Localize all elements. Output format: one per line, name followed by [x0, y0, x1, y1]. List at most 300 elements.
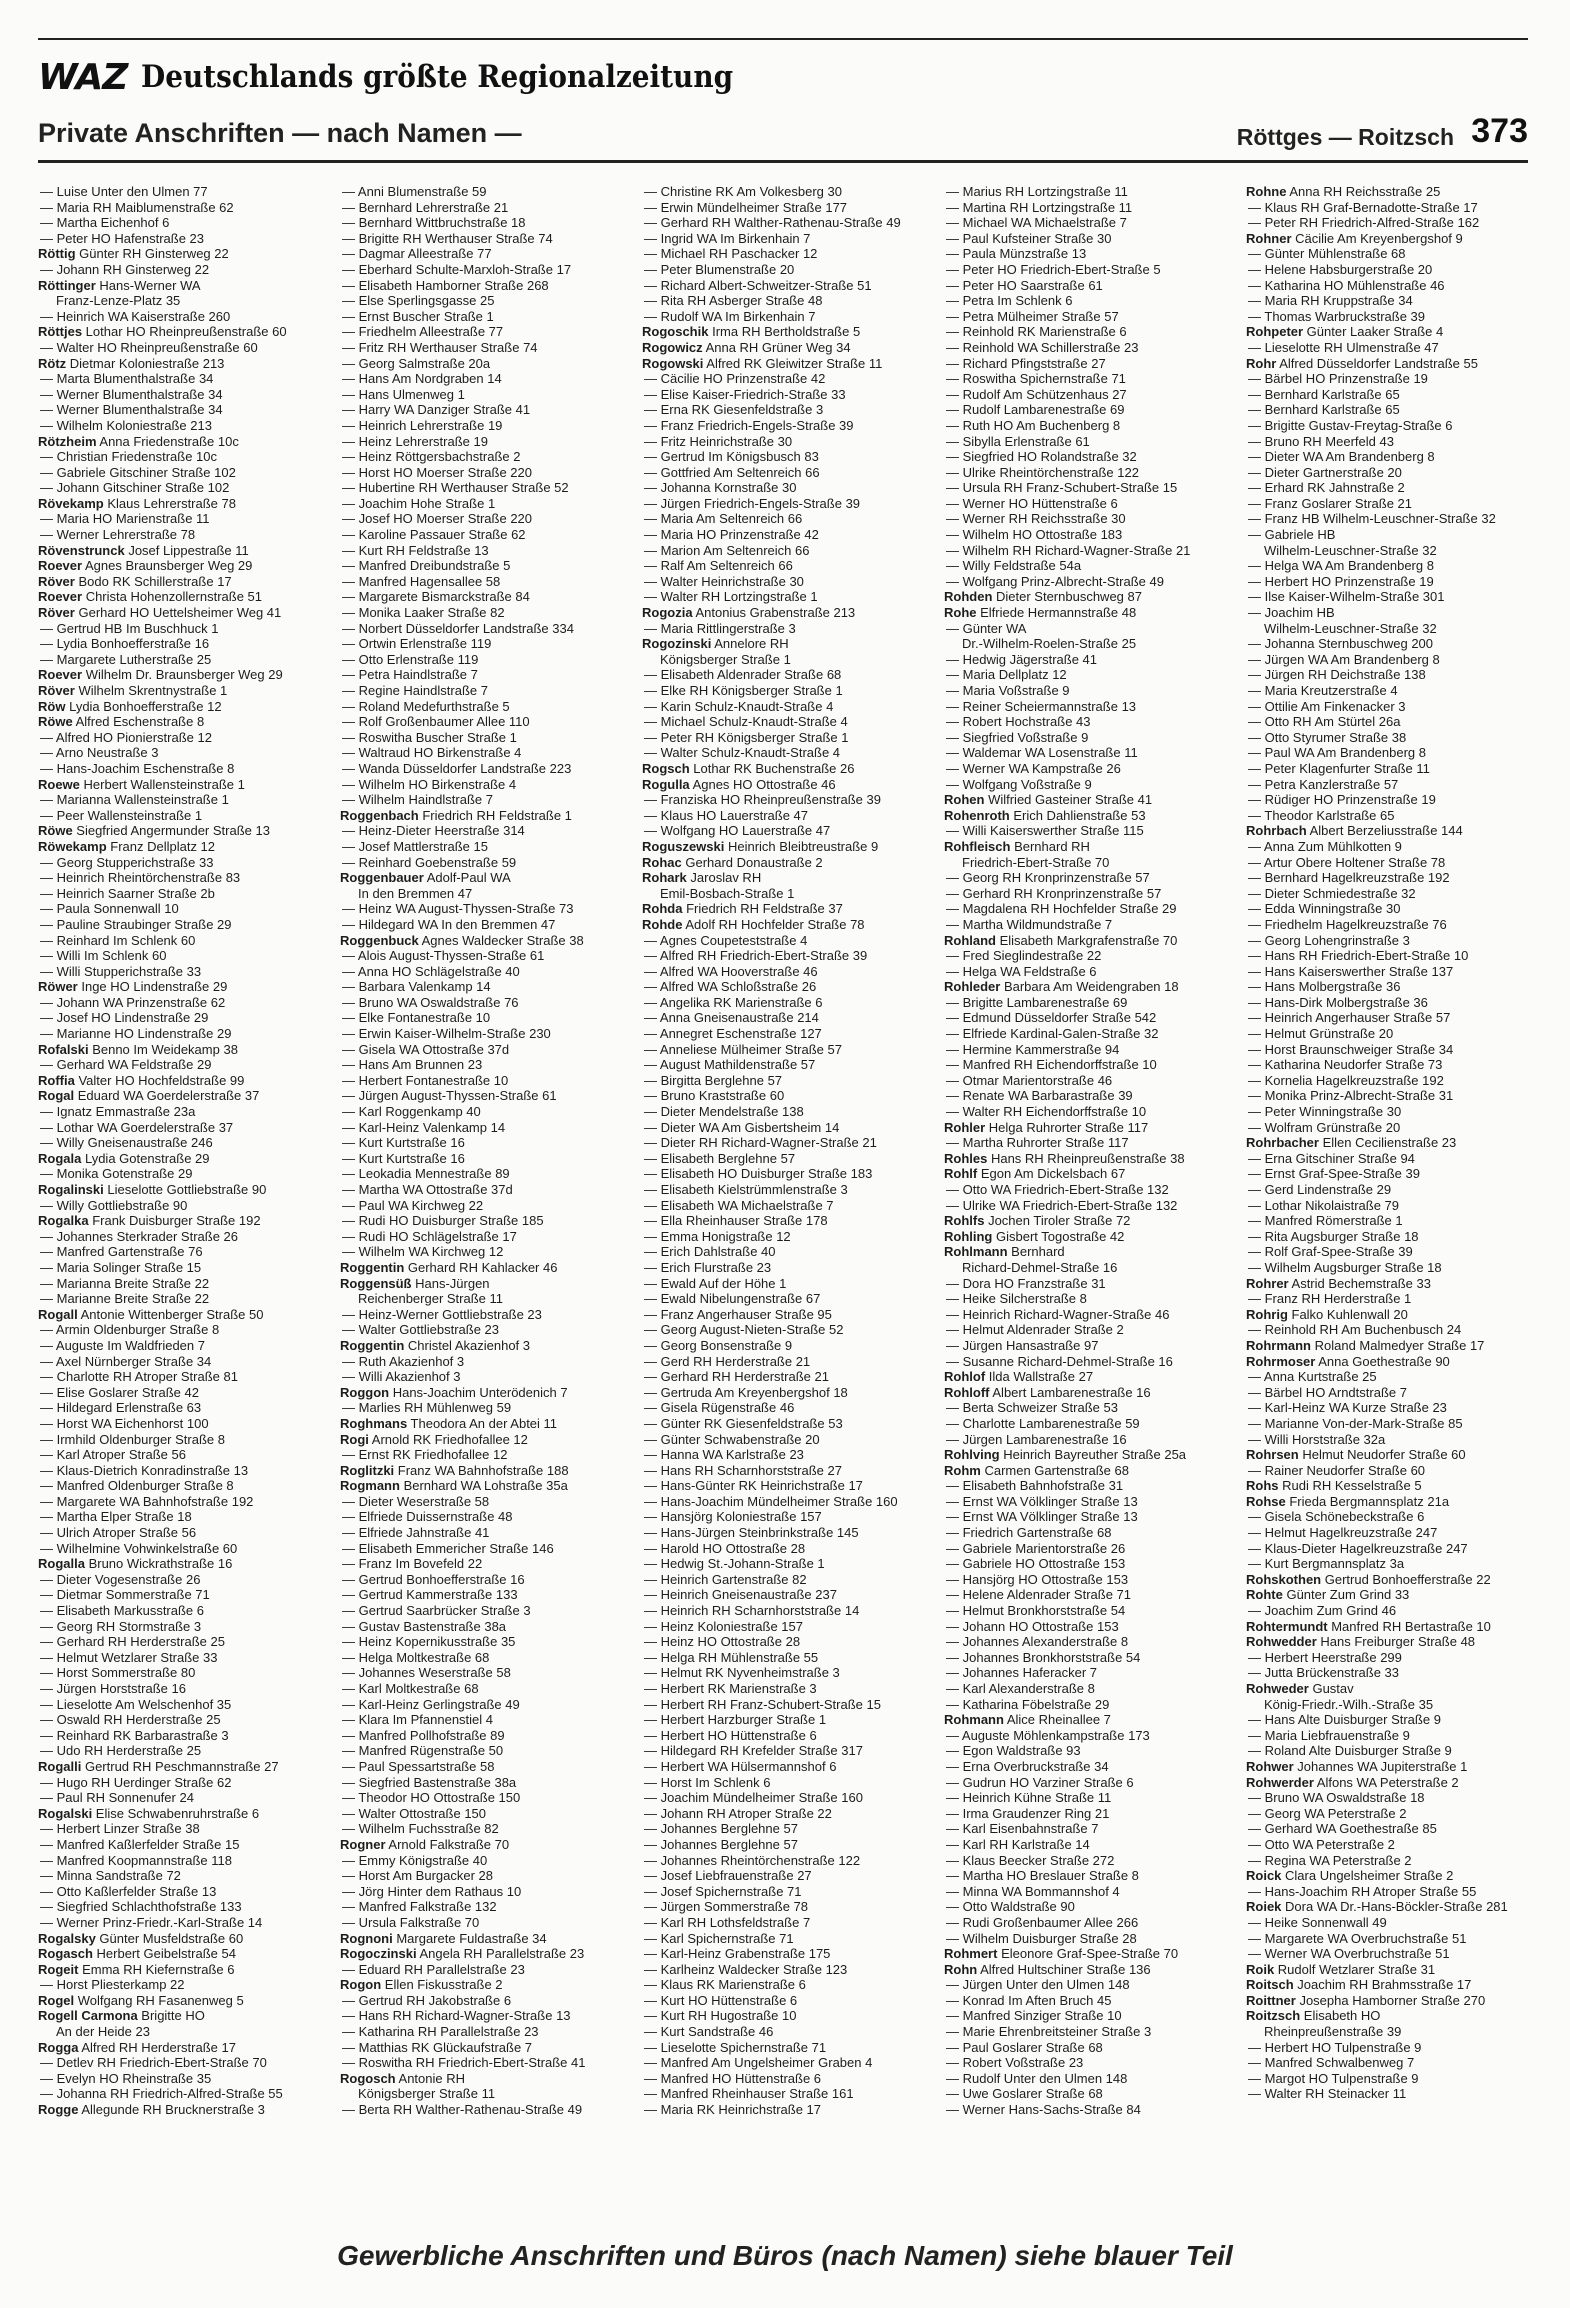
- directory-entry: — Elke RH Königsberger Straße 1: [644, 683, 843, 698]
- directory-entry: Rohwedder Hans Freiburger Straße 48: [1246, 1634, 1476, 1650]
- directory-entry: — Katharina HO Mühlenstraße 46: [1248, 277, 1445, 293]
- directory-entry: — August Mathildenstraße 57: [644, 1057, 816, 1073]
- entry-surname: Röwe: [38, 823, 73, 839]
- directory-entry: — Lothar Nikolaistraße 79: [1248, 1197, 1400, 1213]
- directory-entry: — Siegfried HO Rolandstraße 32: [946, 449, 1137, 465]
- directory-entry: — Joachim Zum Grind 46: [1248, 1603, 1397, 1619]
- directory-entry: Rohlving Heinrich Bayreuther Straße 25a: [944, 1447, 1187, 1463]
- directory-entry: — Willy Gneisenaustraße 246: [40, 1135, 213, 1151]
- directory-entry: — Marie Ehrenbreitsteiner Straße 3: [946, 2024, 1152, 2040]
- directory-entry: — Heike Sonnenwall 49: [1248, 1914, 1387, 1930]
- directory-entry: — Jürgen Sommerstraße 78: [644, 1899, 809, 1915]
- directory-entry: — Roland Alte Duisburger Straße 9: [1248, 1743, 1452, 1759]
- entry-surname: Rohrsen: [1246, 1447, 1299, 1463]
- entry-surname: Rohland: [944, 932, 996, 948]
- directory-entry: — Kurt RH Hugostraße 10: [644, 2008, 797, 2024]
- directory-entry: Röver Wilhelm Skrentnystraße 1: [38, 683, 228, 698]
- directory-entry: — Bärbel HO Prinzenstraße 19: [1248, 371, 1428, 387]
- entry-surname: Rohmann: [944, 1712, 1004, 1728]
- directory-entry: Rohrmoser Anna Goethestraße 90: [1246, 1353, 1450, 1369]
- directory-entry: — Heinrich Richard-Wagner-Straße 46: [946, 1306, 1170, 1322]
- directory-entry: — Elfriede Kardinal-Galen-Straße 32: [946, 1026, 1159, 1042]
- header-rule: [38, 160, 1528, 163]
- directory-entry: — Petra Kanzlerstraße 57: [1248, 776, 1399, 792]
- entry-surname: Rohloff: [944, 1384, 990, 1400]
- directory-entry: — Manfred Koopmannstraße 118: [40, 1852, 232, 1868]
- directory-entry: Rognoni Margarete Fuldastraße 34: [340, 1930, 547, 1946]
- directory-entry: — Gabriele HB: [1248, 527, 1336, 543]
- directory-entry: Roick Clara Ungelsheimer Straße 2: [1246, 1868, 1454, 1884]
- directory-entry: — Ernst Buscher Straße 1: [342, 308, 494, 324]
- directory-column-3: [642, 184, 926, 2118]
- directory-entry: — Karoline Passauer Straße 62: [342, 527, 526, 543]
- entry-surname: Rogoczinski: [340, 1946, 417, 1962]
- directory-entry: — Horst WA Eichenhorst 100: [40, 1415, 209, 1431]
- directory-entry: — Klaus-Dieter Hagelkreuzstraße 247: [1248, 1540, 1468, 1556]
- directory-entry: — Heinz Koloniestraße 157: [644, 1618, 803, 1634]
- directory-entry: — Ulrich Atroper Straße 56: [40, 1525, 197, 1541]
- directory-entry: — Gerhard WA Feldstraße 29: [40, 1057, 212, 1073]
- directory-entry: — Herbert Fontanestraße 10: [342, 1072, 509, 1088]
- directory-entry: — Heinz-Dieter Heerstraße 314: [342, 823, 525, 839]
- directory-entry: — Agnes Coupeteststraße 4: [644, 932, 808, 948]
- directory-entry: — Kurt HO Hüttenstraße 6: [644, 1992, 798, 2008]
- directory-entry: Roggenbauer Adolf-Paul WA: [340, 870, 511, 886]
- entry-surname: Rogasch: [38, 1946, 93, 1962]
- directory-entry: — Paul WA Kirchweg 22: [342, 1197, 484, 1213]
- entry-surname: Rogalka: [38, 1213, 89, 1229]
- directory-entry: — Ewald Nibelungenstraße 67: [644, 1291, 821, 1307]
- directory-entry: — Michael RH Paschacker 12: [644, 246, 818, 262]
- directory-entry: Rohe Elfriede Hermannstraße 48: [944, 605, 1137, 621]
- directory-entry: — Heinrich RH Scharnhorststraße 14: [644, 1603, 860, 1619]
- directory-entry: — Karl Alexanderstraße 8: [946, 1681, 1095, 1696]
- directory-entry: — Harry WA Danziger Straße 41: [342, 402, 531, 418]
- directory-entry: — Johann RH Atroper Straße 22: [644, 1805, 832, 1821]
- directory-entry: Roghmans Theodora An der Abtei 11: [340, 1415, 558, 1431]
- entry-surname: Rohrbacher: [1246, 1135, 1319, 1151]
- directory-entry: — Johann Gitschiner Straße 102: [40, 480, 230, 496]
- directory-entry: — Robert Voßstraße 23: [946, 2055, 1084, 2071]
- directory-entry: — Hansjörg HO Ottostraße 153: [946, 1571, 1129, 1587]
- directory-entry: — Heike Silcherstraße 8: [946, 1291, 1087, 1307]
- directory-entry: — Elise Goslarer Straße 42: [40, 1384, 199, 1400]
- directory-entry: — Annegret Eschenstraße 127: [644, 1026, 822, 1042]
- directory-entry: — Georg RH Stormstraße 3: [40, 1618, 202, 1634]
- directory-entry: — Reiner Scheiermannstraße 13: [946, 698, 1137, 714]
- directory-entry: Roever Christa Hohenzollernstraße 51: [38, 589, 262, 605]
- directory-entry: — Heinrich Kühne Straße 11: [946, 1790, 1112, 1806]
- directory-entry: — Horst HO Moerser Straße 220: [342, 464, 532, 480]
- directory-entry: — Herbert HO Tulpenstraße 9: [1248, 2039, 1422, 2055]
- directory-entry: Rogge Allegunde RH Brucknerstraße 3: [38, 2102, 265, 2118]
- directory-entry: — Josef Liebfrauenstraße 27: [644, 1868, 812, 1884]
- directory-entry: — Georg Salmstraße 20a: [342, 355, 491, 371]
- directory-entry: — Gabriele Marientorstraße 26: [946, 1540, 1126, 1556]
- directory-entry: — Karin Schulz-Knaudt-Straße 4: [644, 698, 834, 714]
- directory-entry: — Hubertine RH Werthauser Straße 52: [342, 480, 569, 496]
- directory-entry: — Johann RH Ginsterweg 22: [40, 261, 210, 277]
- entry-surname: Rohweder: [1246, 1681, 1309, 1696]
- entry-surname: Rogmann: [340, 1478, 400, 1494]
- entry-surname: Rohda: [642, 901, 683, 917]
- entry-surname: Rogowicz: [642, 339, 703, 355]
- directory-entry: — Luise Unter den Ulmen 77: [40, 184, 208, 199]
- directory-entry: — Franz Friedrich-Engels-Straße 39: [644, 417, 854, 433]
- entry-surname: Rötzheim: [38, 433, 97, 449]
- directory-entry: Rövenstrunck Josef Lippestraße 11: [38, 542, 249, 558]
- directory-entry: — Gerhard RH Kronprinzenstraße 57: [946, 885, 1162, 901]
- directory-entry: Rohner Cäcilie Am Kreyenbergshof 9: [1246, 230, 1463, 246]
- directory-entry: — Bruno Kraststraße 60: [644, 1088, 785, 1104]
- directory-entry: — Hans-Joachim RH Atroper Straße 55: [1248, 1883, 1477, 1899]
- entry-surname: Roggenbach: [340, 807, 419, 823]
- entry-surname: Roggon: [340, 1384, 390, 1400]
- directory-entry: — Ernst WA Völklinger Straße 13: [946, 1493, 1138, 1509]
- directory-entry: — Erwin Kaiser-Wilhelm-Straße 230: [342, 1026, 551, 1042]
- directory-entry: Rogalla Bruno Wickrathstraße 16: [38, 1556, 233, 1572]
- directory-entry: — Manfred HO Hüttenstraße 6: [644, 2070, 822, 2086]
- entry-surname: Rogsch: [642, 760, 690, 776]
- directory-entry: — Heinz-Werner Gottliebstraße 23: [342, 1306, 542, 1322]
- entry-surname: Rogell Carmona: [38, 2008, 138, 2024]
- directory-entry: — Monika Laaker Straße 82: [342, 605, 505, 621]
- directory-entry: — Klaus HO Lauerstraße 47: [644, 807, 809, 823]
- directory-entry: — Gertruda Am Kreyenbergshof 18: [644, 1384, 848, 1400]
- directory-entry: — Ewald Auf der Höhe 1: [644, 1275, 787, 1291]
- directory-entry: An der Heide 23: [56, 2024, 150, 2040]
- directory-entry: — Wolfram Grünstraße 20: [1248, 1119, 1401, 1135]
- directory-entry: Rohde Adolf RH Hochfelder Straße 78: [642, 916, 865, 932]
- directory-entry: — Udo RH Herderstraße 25: [40, 1743, 202, 1759]
- directory-entry: Friedrich-Ebert-Straße 70: [962, 854, 1110, 870]
- directory-entry: — Heinrich Gartenstraße 82: [644, 1571, 807, 1587]
- entry-surname: Rogge: [38, 2102, 79, 2118]
- directory-entry: Roik Rudolf Wetzlarer Straße 31: [1246, 1961, 1436, 1977]
- directory-entry: — Manfred Römerstraße 1: [1248, 1213, 1403, 1229]
- directory-entry: Rohweder Gustav: [1246, 1681, 1354, 1696]
- directory-entry: Roewe Herbert Wallensteinstraße 1: [38, 776, 245, 792]
- entry-surname: Roggenbuck: [340, 932, 419, 948]
- entry-surname: Rohac: [642, 854, 682, 870]
- entry-surname: Rogga: [38, 2039, 79, 2055]
- entry-surname: Rogowski: [642, 355, 704, 371]
- directory-entry: — Fred Sieglindestraße 22: [946, 948, 1102, 964]
- directory-entry: — Gerhard RH Herderstraße 21: [644, 1369, 829, 1385]
- directory-entry: — Margarete Bismarckstraße 84: [342, 589, 530, 605]
- directory-entry: — Jürgen Horststraße 16: [40, 1681, 186, 1696]
- entry-surname: Rohwer: [1246, 1758, 1294, 1774]
- directory-entry: — Rudolf Lambarenestraße 69: [946, 402, 1125, 418]
- entry-surname: Roik: [1246, 1961, 1275, 1977]
- directory-entry: Röver Gerhard HO Uettelsheimer Weg 41: [38, 605, 282, 621]
- directory-entry: — Oswald RH Herderstraße 25: [40, 1712, 221, 1728]
- directory-entry: — Elisabeth Kielstrümmlenstraße 3: [644, 1182, 848, 1197]
- entry-surname: Rohr: [1246, 355, 1277, 371]
- directory-entry: — Manfred Am Ungelsheimer Graben 4: [644, 2055, 873, 2071]
- entry-surname: Roggensüß: [340, 1275, 412, 1291]
- directory-entry: — Otto Waldstraße 90: [946, 1899, 1075, 1915]
- directory-entry: — Herbert RK Marienstraße 3: [644, 1681, 817, 1696]
- directory-entry: — Erna Gitschiner Straße 94: [1248, 1150, 1415, 1166]
- directory-entry: — Heinz Röttgersbachstraße 2: [342, 449, 521, 465]
- entry-surname: Rohen: [944, 792, 985, 808]
- directory-entry: — Hedwig St.-Johann-Straße 1: [644, 1556, 825, 1572]
- directory-entry: — Erwin Mündelheimer Straße 177: [644, 199, 848, 215]
- directory-entry: Röttinger Hans-Werner WA: [38, 277, 201, 293]
- directory-entry: — Helga RH Mühlenstraße 55: [644, 1649, 819, 1665]
- directory-entry: Roiek Dora WA Dr.-Hans-Böckler-Straße 281: [1246, 1899, 1508, 1915]
- directory-entry: — Peter Blumenstraße 20: [644, 261, 795, 277]
- directory-entry: — Hans Kaiserswerther Straße 137: [1248, 963, 1454, 979]
- directory-entry: Rohda Friedrich RH Feldstraße 37: [642, 901, 843, 917]
- directory-entry: — Dietmar Sommerstraße 71: [40, 1587, 210, 1603]
- directory-entry: — Ulrike WA Friedrich-Ebert-Straße 132: [946, 1197, 1178, 1213]
- directory-entry: — Dieter Weserstraße 58: [342, 1493, 490, 1509]
- directory-entry: — Martha HO Breslauer Straße 8: [946, 1868, 1139, 1884]
- directory-entry: — Dieter WA Am Gisbertsheim 14: [644, 1119, 840, 1135]
- directory-entry: — Gertrud Kammerstraße 133: [342, 1587, 518, 1603]
- directory-entry: Roittner Josepha Hamborner Straße 270: [1246, 1992, 1486, 2008]
- entry-surname: Rohde: [642, 916, 683, 932]
- directory-entry: — Erich Flurstraße 23: [644, 1259, 772, 1275]
- directory-entry: — Monika Gotenstraße 29: [40, 1166, 193, 1182]
- directory-entry: — Werner Lehrerstraße 78: [40, 527, 196, 543]
- directory-entry: — Fritz RH Werthauser Straße 74: [342, 339, 538, 355]
- directory-entry: — Hans Am Nordgraben 14: [342, 371, 502, 387]
- directory-entry: — Gerhard RH Herderstraße 25: [40, 1634, 225, 1650]
- directory-entry: — Rudolf WA Im Birkenhain 7: [644, 308, 816, 324]
- directory-entry: — Hans-Dirk Molbergstraße 36: [1248, 994, 1428, 1010]
- directory-entry: Rogowicz Anna RH Grüner Weg 34: [642, 339, 851, 355]
- directory-entry: Röw Lydia Bonhoefferstraße 12: [38, 698, 222, 714]
- directory-entry: — Regine Haindlstraße 7: [342, 683, 488, 698]
- directory-entry: — Dieter WA Am Brandenberg 8: [1248, 449, 1435, 465]
- directory-entry: Rövekamp Klaus Lehrerstraße 78: [38, 495, 236, 511]
- entry-surname: Roever: [38, 589, 83, 605]
- directory-entry: Dr.-Wilhelm-Roelen-Straße 25: [962, 636, 1137, 652]
- entry-surname: Rogoschik: [642, 324, 709, 340]
- directory-entry: — Peter RH Königsberger Straße 1: [644, 729, 849, 745]
- entry-surname: Roggenbauer: [340, 870, 424, 886]
- directory-entry: — Dagmar Alleestraße 77: [342, 246, 492, 262]
- directory-entry: — Alfred RH Friedrich-Ebert-Straße 39: [644, 948, 868, 964]
- directory-entry: — Karl Eisenbahnstraße 7: [946, 1821, 1099, 1837]
- directory-entry: Rogoczinski Angela RH Parallelstraße 23: [340, 1946, 585, 1962]
- directory-entry: — Paul WA Am Brandenberg 8: [1248, 745, 1427, 761]
- directory-entry: — Gerhard WA Goethestraße 85: [1248, 1821, 1437, 1837]
- directory-entry: — Anna Kurtstraße 25: [1248, 1369, 1377, 1385]
- entry-surname: Rogi: [340, 1431, 369, 1447]
- entry-surname: Röver: [38, 683, 75, 698]
- directory-entry: — Herbert HO Hüttenstraße 6: [644, 1727, 817, 1743]
- directory-entry: — Dieter Gartnerstraße 20: [1248, 464, 1402, 480]
- entry-surname: Roiek: [1246, 1899, 1282, 1915]
- directory-entry: — Gustav Bastenstraße 38a: [342, 1618, 507, 1634]
- entry-surname: Rohden: [944, 589, 993, 605]
- directory-entry: — Marion Am Seltenreich 66: [644, 542, 810, 558]
- directory-entry: — Maria Kreutzerstraße 4: [1248, 683, 1398, 698]
- directory-entry: — Kurt Bergmannsplatz 3a: [1248, 1556, 1405, 1572]
- directory-entry: — Georg Lohengrinstraße 3: [1248, 932, 1410, 948]
- directory-entry: — Theodor Karlstraße 65: [1248, 807, 1395, 823]
- directory-entry: — Heinrich Saarner Straße 2b: [40, 885, 215, 901]
- directory-entry: — Maria RH Kruppstraße 34: [1248, 293, 1413, 309]
- directory-entry: — Waltraud HO Birkenstraße 4: [342, 745, 522, 761]
- entry-surname: Röttinger: [38, 277, 96, 293]
- directory-entry: — Wilhelm HO Birkenstraße 4: [342, 776, 517, 792]
- directory-entry: — Johannes Haferacker 7: [946, 1665, 1098, 1681]
- directory-entry: Rohlof Ilda Wallstraße 27: [944, 1369, 1094, 1385]
- directory-entry: — Reinhold RH Am Buchenbusch 24: [1248, 1322, 1462, 1338]
- directory-entry: — Paul Goslarer Straße 68: [946, 2039, 1103, 2055]
- directory-entry: — Marianna Breite Straße 22: [40, 1275, 210, 1291]
- entry-surname: Roitzsch: [1246, 2008, 1301, 2024]
- directory-entry: Rohm Carmen Gartenstraße 68: [944, 1462, 1129, 1478]
- directory-entry: — Maria Am Seltenreich 66: [644, 511, 803, 527]
- directory-entry: Roggensüß Hans-Jürgen: [340, 1275, 490, 1291]
- directory-entry: — Helga WA Feldstraße 6: [946, 963, 1097, 979]
- directory-entry: — Heinrich Angerhauser Straße 57: [1248, 1010, 1451, 1026]
- directory-entry: Rohtermundt Manfred RH Bertastraße 10: [1246, 1618, 1491, 1634]
- directory-entry: — Marianne Breite Straße 22: [40, 1291, 210, 1307]
- directory-entry: — Elisabeth Berglehne 57: [644, 1150, 796, 1166]
- entry-surname: Röwekamp: [38, 838, 107, 854]
- directory-entry: — Peter HO Saarstraße 61: [946, 277, 1103, 293]
- directory-entry: — Lieselotte Spichernstraße 71: [644, 2039, 827, 2055]
- directory-entry: — Elisabeth HO Duisburger Straße 183: [644, 1166, 873, 1182]
- directory-entry: — Roswitha Spichernstraße 71: [946, 371, 1126, 387]
- directory-entry: — Werner Hans-Sachs-Straße 84: [946, 2102, 1141, 2118]
- directory-entry: Rohr Alfred Düsseldorfer Landstraße 55: [1246, 355, 1478, 371]
- directory-entry: — Johanna Sternbuschweg 200: [1248, 636, 1434, 652]
- directory-entry: — Klaus-Dietrich Konradinstraße 13: [40, 1462, 249, 1478]
- masthead: [38, 52, 799, 102]
- directory-entry: — Willi Stupperichstraße 33: [40, 963, 202, 979]
- entry-surname: Rogalinski: [38, 1182, 104, 1197]
- directory-entry: — Johannes Rheintörchenstraße 122: [644, 1852, 861, 1868]
- directory-entry: — Thomas Warbruckstraße 39: [1248, 308, 1425, 324]
- directory-entry: — Helmut RK Nyvenheimstraße 3: [644, 1665, 840, 1681]
- directory-entry: — Elise Kaiser-Friedrich-Straße 33: [644, 386, 846, 402]
- directory-entry: — Hans RH Richard-Wagner-Straße 13: [342, 2008, 571, 2024]
- entry-surname: Roggentin: [340, 1259, 405, 1275]
- directory-entry: — Bruno WA Oswaldstraße 18: [1248, 1790, 1425, 1806]
- directory-entry: Rohrsen Helmut Neudorfer Straße 60: [1246, 1447, 1466, 1463]
- directory-entry: — Martha Wildmundstraße 7: [946, 916, 1113, 932]
- directory-entry: — Willi Akazienhof 3: [342, 1369, 461, 1385]
- directory-entry: — Elfriede Duissernstraße 48: [342, 1509, 513, 1525]
- directory-entry: — Maria Liebfrauenstraße 9: [1248, 1727, 1410, 1743]
- entry-surname: Roggentin: [340, 1337, 405, 1353]
- directory-entry: — Elisabeth Bahnhofstraße 31: [946, 1478, 1124, 1494]
- directory-entry: Rohs Rudi RH Kesselstraße 5: [1246, 1478, 1422, 1494]
- directory-entry: Rohland Elisabeth Markgrafenstraße 70: [944, 932, 1178, 948]
- directory-entry: — Helga WA Am Brandenberg 8: [1248, 558, 1434, 574]
- directory-entry: — Maria Voßstraße 9: [946, 683, 1070, 698]
- directory-entry: — Margarete WA Overbruchstraße 51: [1248, 1930, 1467, 1946]
- directory-entry: — Barbara Valenkamp 14: [342, 979, 491, 995]
- directory-entry: — Peter HO Hafenstraße 23: [40, 230, 205, 246]
- directory-entry: — Dieter Mendelstraße 138: [644, 1104, 804, 1120]
- entry-surname: Rogalli: [38, 1758, 82, 1774]
- directory-entry: — Theodor HO Ottostraße 150: [342, 1790, 521, 1806]
- directory-entry: — Joachim Mündelheimer Straße 160: [644, 1790, 863, 1806]
- entry-surname: Rohner: [1246, 230, 1292, 246]
- entry-surname: Rogalla: [38, 1556, 85, 1572]
- directory-entry: — Anni Blumenstraße 59: [342, 184, 487, 199]
- directory-entry: — Angelika RK Marienstraße 6: [644, 994, 823, 1010]
- entry-surname: Rogon: [340, 1977, 382, 1993]
- directory-entry: — Hildegard WA In den Bremmen 47: [342, 916, 556, 932]
- directory-entry: — Walter RH Eichendorffstraße 10: [946, 1104, 1147, 1120]
- entry-surname: Rohenroth: [944, 807, 1010, 823]
- waz-logo: WAZ: [38, 56, 128, 98]
- entry-surname: Rofalski: [38, 1041, 89, 1057]
- directory-entry: — Heinz Lehrerstraße 19: [342, 433, 488, 449]
- directory-entry: — Werner Prinz-Friedr.-Karl-Straße 14: [40, 1914, 263, 1930]
- directory-entry: — Ernst WA Völklinger Straße 13: [946, 1509, 1138, 1525]
- directory-entry: — Heinrich Rheintörchenstraße 83: [40, 870, 241, 886]
- directory-entry: — Manfred Sinziger Straße 10: [946, 2008, 1122, 2024]
- directory-entry: — Wanda Düsseldorfer Landstraße 223: [342, 760, 572, 776]
- directory-entry: — Otto Erlenstraße 119: [342, 651, 479, 667]
- directory-entry: Rofalski Benno Im Weidekamp 38: [38, 1041, 238, 1057]
- directory-entry: — Otto WA Peterstraße 2: [1248, 1836, 1395, 1852]
- directory-entry: — Rita RH Asberger Straße 48: [644, 293, 823, 309]
- directory-entry: — Gertrud HB Im Buschhuck 1: [40, 620, 219, 636]
- directory-entry: — Dieter Vogesenstraße 26: [40, 1571, 201, 1587]
- entry-surname: Rohskothen: [1246, 1571, 1322, 1587]
- entry-surname: Rohn: [944, 1961, 978, 1977]
- directory-entry: — Lieselotte Am Welschenhof 35: [40, 1696, 232, 1712]
- entry-surname: Röwe: [38, 714, 73, 730]
- directory-entry: Königsberger Straße 11: [358, 2086, 496, 2102]
- directory-entry: — Gertrud Im Königsbusch 83: [644, 449, 819, 465]
- directory-entry: — Martina RH Lortzingstraße 11: [946, 199, 1133, 215]
- directory-entry: — Harold HO Ottostraße 28: [644, 1540, 806, 1556]
- directory-entry: — Monika Prinz-Albrecht-Straße 31: [1248, 1088, 1454, 1104]
- directory-entry: Rogalinski Lieselotte Gottliebstraße 90: [38, 1182, 267, 1197]
- entry-surname: Rohrer: [1246, 1275, 1289, 1291]
- directory-entry: Rötz Dietmar Koloniestraße 213: [38, 355, 225, 371]
- directory-entry: — Brigitte RH Werthauser Straße 74: [342, 230, 553, 246]
- directory-entry: — Rolf Graf-Spee-Straße 39: [1248, 1244, 1413, 1260]
- directory-entry: — Hans Alte Duisburger Straße 9: [1248, 1712, 1441, 1728]
- directory-entry: — Manfred RH Eichendorffstraße 10: [946, 1057, 1157, 1073]
- directory-entry: — Richard Albert-Schweitzer-Straße 51: [644, 277, 872, 293]
- directory-entry: — Ruth Akazienhof 3: [342, 1353, 465, 1369]
- entry-surname: Rogalsky: [38, 1930, 96, 1946]
- directory-entry: Rohlfs Jochen Tiroler Straße 72: [944, 1213, 1131, 1229]
- directory-entry: — Berta RH Walther-Rathenau-Straße 49: [342, 2102, 583, 2118]
- directory-entry: Rohne Anna RH Reichsstraße 25: [1246, 184, 1441, 199]
- directory-entry: — Rudolf Unter den Ulmen 148: [946, 2070, 1128, 2086]
- directory-entry: — Manfred Pollhofstraße 89: [342, 1727, 505, 1743]
- directory-entry: Rogall Antonie Wittenberger Straße 50: [38, 1306, 264, 1322]
- directory-entry: Rohrer Astrid Bechemstraße 33: [1246, 1275, 1431, 1291]
- directory-entry: — Hans Ulmenweg 1: [342, 386, 465, 402]
- directory-entry: Röwe Alfred Eschenstraße 8: [38, 714, 205, 730]
- directory-entry: — Siegfried Schlachthofstraße 133: [40, 1899, 242, 1915]
- entry-surname: Rohne: [1246, 184, 1287, 199]
- directory-entry: — Cäcilie HO Prinzenstraße 42: [644, 371, 826, 387]
- directory-entry: Franz-Lenze-Platz 35: [56, 293, 181, 309]
- directory-entry: — Ella Rheinhauser Straße 178: [644, 1213, 828, 1229]
- entry-surname: Rohte: [1246, 1587, 1283, 1603]
- directory-entry: — Jürgen RH Deichstraße 138: [1248, 667, 1426, 683]
- directory-entry: — Horst Im Schlenk 6: [644, 1774, 771, 1790]
